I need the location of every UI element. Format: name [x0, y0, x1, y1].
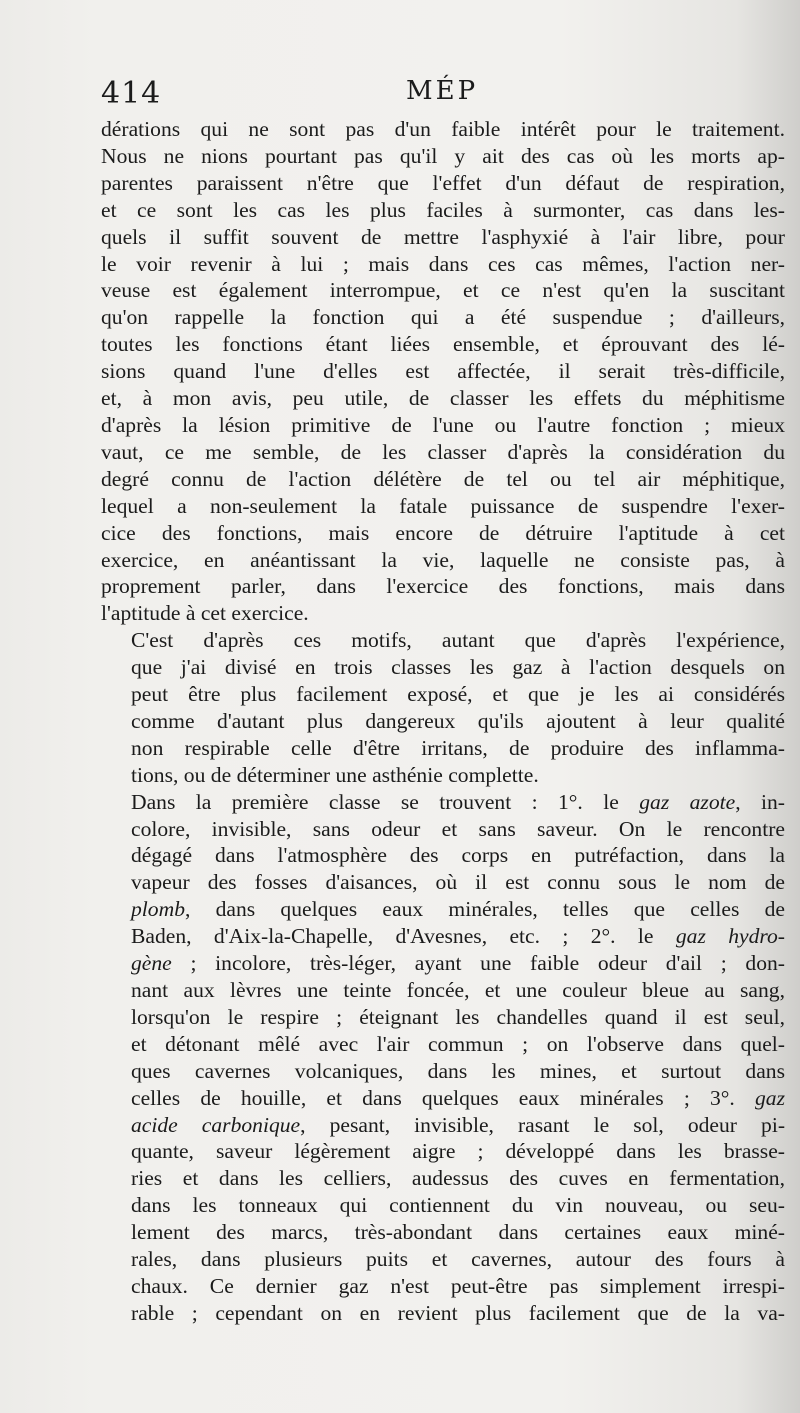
italic-term: gaz [755, 1085, 785, 1110]
text-line: vaut, ce me semble, de les classer d'après la considération du [101, 439, 785, 464]
text-line: plomb, dans quelques eaux minérales, telles que celles de [131, 897, 785, 922]
text-line: d'après la lésion primitive de l'une ou l'autre fonction ; mieux [101, 412, 785, 437]
italic-term: gaz azote [639, 789, 736, 814]
italic-term: gène [131, 951, 172, 976]
text-line: proprement parler, dans l'exercice des fonctions, mais dans [101, 574, 785, 599]
text-line: veuse est également interrompue, et ce n'est qu'en la suscitant [101, 278, 785, 303]
text-line: colore, invisible, sans odeur et sans saveur. On le rencontre [131, 816, 785, 841]
text-line: tions, ou de déterminer une asthénie complette. [131, 762, 539, 787]
text-line: Dans la première classe se trouvent : 1°. le gaz azote, in- [131, 789, 785, 814]
text-line: ries et dans les celliers, audessus des cuves en fermentation, [131, 1166, 785, 1191]
text-line: Nous ne nions pourtant pas qu'il y ait des cas où les morts ap- [101, 143, 785, 168]
text-line: parentes paraissent n'être que l'effet d'un défaut de respiration, [101, 170, 785, 195]
paragraph-3 [101, 789, 785, 1327]
italic-term: plomb [131, 897, 185, 922]
text-line: degré connu de l'action délétère de tel ou tel air méphitique, [101, 466, 785, 491]
text-line: que j'ai divisé en trois classes les gaz à l'action desquels on [131, 655, 785, 680]
text-line: lequel a non-seulement la fatale puissance de suspendre l'exer- [101, 493, 785, 518]
text-line: toutes les fonctions étant liées ensemble, et éprouvant des lé- [101, 332, 785, 357]
text-line: cice des fonctions, mais encore de détruire l'aptitude à cet [101, 520, 785, 545]
italic-term: acide carbonique [131, 1112, 301, 1137]
text-line: chaux. Ce dernier gaz n'est peut-être pas simplement irrespi- [131, 1273, 785, 1298]
text-line: comme d'autant plus dangereux qu'ils ajoutent à leur qualité [131, 708, 785, 733]
text-line: dans les tonneaux qui contiennent du vin nouveau, ou seu- [131, 1193, 785, 1218]
text-line: Baden, d'Aix-la-Chapelle, d'Avesnes, etc. ; 2°. le gaz hydro- [131, 924, 785, 949]
text-line: nant aux lèvres une teinte foncée, et une couleur bleue au sang, [131, 978, 785, 1002]
paragraph-2 [101, 627, 785, 788]
text-line: qu'on rappelle la fonction qui a été suspendue ; d'ailleurs, [101, 305, 785, 330]
running-head: MÉP [406, 76, 479, 106]
text-line: rable ; cependant on en revient plus facilement que de la va- [131, 1300, 785, 1325]
page-header [101, 76, 770, 116]
paragraph-1 [101, 116, 785, 627]
text-line: lement des marcs, très-abondant dans certaines eaux miné- [131, 1220, 785, 1245]
italic-term: gaz hydro- [675, 924, 785, 949]
text-line: vapeur des fosses d'aisances, où il est connu sous le nom de [131, 870, 785, 895]
text-line: le voir revenir à lui ; mais dans ces cas mêmes, l'action ner- [101, 251, 785, 276]
text-line: exercice, en anéantissant la vie, laquelle ne consiste pas, à [101, 547, 785, 572]
text-line: gène ; incolore, très-léger, ayant une faible odeur d'ail ; don- [131, 951, 785, 976]
text-line: quels il suffit souvent de mettre l'asphyxié à l'air libre, pour [101, 224, 785, 249]
text-line: rales, dans plusieurs puits et cavernes, autour des fours à [131, 1247, 785, 1272]
text-line: quante, saveur légèrement aigre ; développé dans les brasse- [131, 1139, 785, 1164]
text-line: celles de houille, et dans quelques eaux minérales ; 3°. gaz [131, 1085, 785, 1110]
text-line: et détonant mêlé avec l'air commun ; on l'observe dans quel- [131, 1031, 785, 1056]
text-line: peut être plus facilement exposé, et que je les ai considérés [131, 682, 785, 707]
text-line: sions quand l'une d'elles est affectée, il serait très-difficile, [101, 359, 785, 384]
page-number: 414 [101, 76, 162, 111]
text-line: et ce sont les cas les plus faciles à surmonter, cas dans les- [101, 197, 785, 222]
text-line: dégagé dans l'atmosphère des corps en putréfaction, dans la [131, 843, 785, 868]
text-line: non respirable celle d'être irritans, de produire des inflamma- [131, 735, 785, 760]
text-line: l'aptitude à cet exercice. [101, 601, 309, 626]
text-line: et, à mon avis, peu utile, de classer les effets du méphitisme [101, 386, 785, 411]
text-line: acide carbonique, pesant, invisible, rasant le sol, odeur pi- [131, 1112, 786, 1137]
text-line: lorsqu'on le respire ; éteignant les chandelles quand il est seul, [131, 1004, 785, 1029]
text-line: dérations qui ne sont pas d'un faible intérêt pour le traitement. [101, 117, 785, 141]
text-line: ques cavernes volcaniques, dans les mines, et surtout dans [131, 1058, 785, 1083]
text-line: C'est d'après ces motifs, autant que d'après l'expérience, [131, 628, 785, 653]
body-text [101, 116, 785, 1327]
